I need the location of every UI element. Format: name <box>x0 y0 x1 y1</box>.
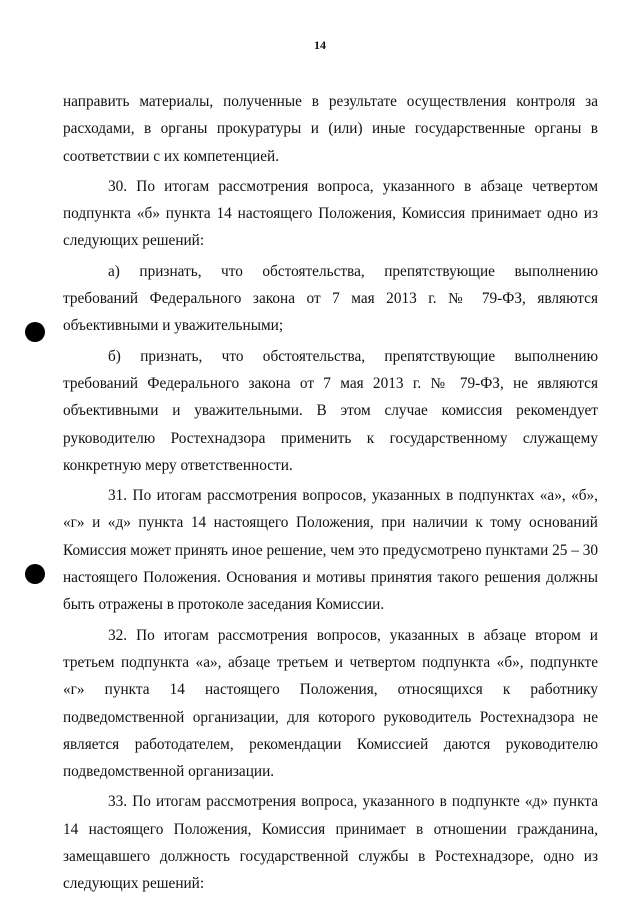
paragraph-item-33: 33. По итогам рассмотрения вопроса, указанного в подпункте «д» пункта 14 настоящего Положения, Комиссия принимает в отношении гражданина, замещавшего должность государственной службы в Ростехнадзоре, одно из следующих решений: <box>63 793 598 893</box>
binder-hole-top <box>25 322 45 342</box>
binder-hole-bottom <box>25 564 45 584</box>
paragraph-subitem-a: а) признать, что обстоятельства, препятствующие выполнению требований Федерального закона от 7 мая 2013 г. № 79-ФЗ, являются объективными и уважительными; <box>63 262 598 335</box>
document-body <box>63 88 598 898</box>
paragraph-subitem-b: б) признать, что обстоятельства, препятствующие выполнению требований Федерального закона от 7 мая 2013 г. № 79-ФЗ, не являются объективными и уважительными. В этом случае комиссия рекомендует руководителю Ростехнадзора применить к государственному служащему конкретную меру ответственности. <box>63 347 598 474</box>
paragraph-item-31: 31. По итогам рассмотрения вопросов, указанных в подпунктах «а», «б», «г» и «д» пункта 14 настоящего Положения, при наличии к тому оснований Комиссия может принять иное решение, чем это предусмотрено пунктами 25 – 30 настоящего Положения. Основания и мотивы принятия такого решения должны быть отражены в протоколе заседания Комиссии. <box>63 487 599 614</box>
page-number: 14 <box>314 38 326 52</box>
paragraph-continuation: направить материалы, полученные в результате осуществления контроля за расходами, в органы прокуратуры и (или) иные государственные органы в соответствии с их компетенцией. <box>63 93 598 165</box>
paragraph-item-30: 30. По итогам рассмотрения вопроса, указанного в абзаце четвертом подпункта «б» пункта 14 настоящего Положения, Комиссия принимает одно из следующих решений: <box>63 177 598 250</box>
paragraph-item-32: 32. По итогам рассмотрения вопросов, указанных в абзаце втором и третьем подпункта «а», абзаце третьем и четвертом подпункта «б», подпункте «г» пункта 14 настоящего Положения, относящихся к работнику подведомственной организации, для которого руководитель Ростехнадзора не является работодателем, рекомендации Комиссией даются руководителю подведомственной организации. <box>63 626 598 781</box>
